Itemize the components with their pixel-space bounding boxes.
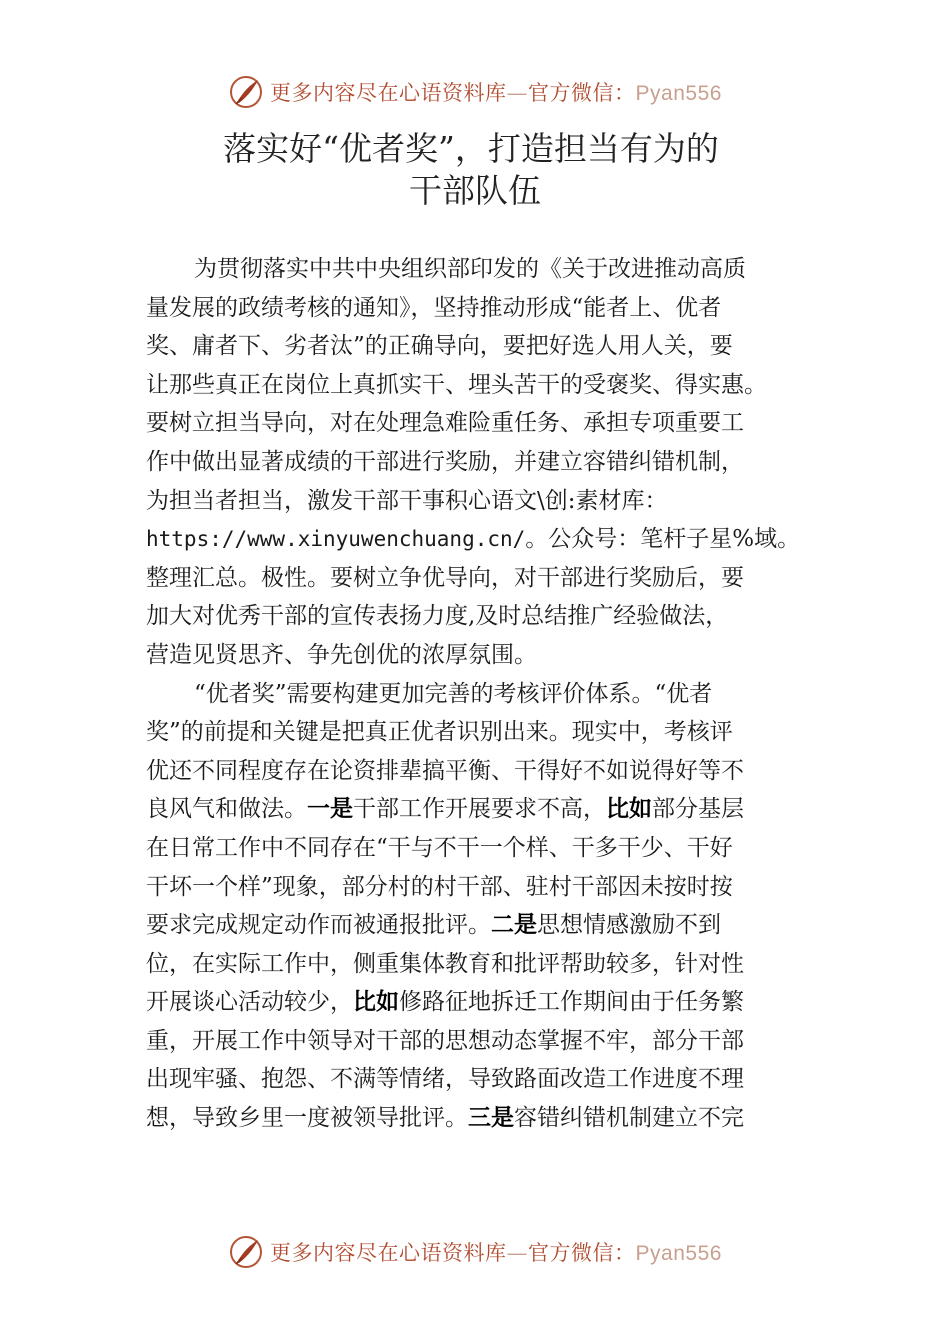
line-text: 修路征地拆迁工作期间由于任务繁	[399, 989, 744, 1016]
line-text: 开展谈心活动较少，	[146, 989, 353, 1016]
line-text: 在日常工作中不同存在“干与不干一个样、干多干少、干好	[146, 834, 733, 861]
line-text: 部分基层	[652, 796, 744, 823]
body-line	[146, 327, 936, 366]
body-line	[146, 868, 936, 907]
line-text: 优还不同程度存在论资排辈搞平衡、干得好不如说得好等不	[146, 757, 744, 784]
quill-logo-icon	[228, 1234, 264, 1270]
footer-watermark	[0, 1232, 950, 1272]
line-text: 让那些真正在岗位上真抓实干、埋头苦干的受褒奖、得实惠。	[146, 371, 767, 398]
quill-logo-icon	[228, 74, 264, 110]
body-line	[146, 790, 936, 829]
emphasis-text: 二是	[491, 912, 537, 939]
line-text: 量发展的政绩考核的通知》，坚持推动形成“能者上、优者	[146, 294, 722, 321]
body-line	[146, 559, 936, 598]
header-watermark	[0, 72, 950, 112]
body-line	[146, 404, 936, 443]
body-line	[146, 597, 936, 636]
body-line	[146, 906, 936, 945]
body-line	[146, 1022, 936, 1061]
line-text: 重，开展工作中领导对干部的思想动态掌握不牢，部分干部	[146, 1027, 744, 1054]
line-text: 想，导致乡里一度被领导批评。	[146, 1105, 468, 1132]
line-text: 奖”的前提和关键是把真正优者识别出来。现实中，考核评	[146, 719, 733, 746]
body-line	[146, 636, 936, 675]
body-line	[146, 1060, 936, 1099]
body-line	[146, 983, 936, 1022]
line-text: 作中做出显著成绩的干部进行奖励，并建立容错纠错机制，	[146, 448, 744, 475]
line-text: 干坏一个样”现象，部分村的村干部、驻村干部因未按时按	[146, 873, 733, 900]
emphasis-text: 三是	[468, 1105, 514, 1132]
url-text: https://www.xinyuwenchuang.cn/	[146, 527, 526, 552]
document-body	[146, 250, 936, 1138]
emphasis-text: 比如	[606, 796, 652, 823]
body-line	[146, 366, 936, 405]
line-text: 奖、庸者下、劣者汰”的正确导向，要把好选人用人关，要	[146, 333, 733, 360]
document-title	[0, 128, 950, 212]
line-text: 为贯彻落实中共中央组织部印发的《关于改进推动高质	[194, 256, 746, 282]
title-line-1: 落实好“优者奖”，打造担当有为的	[223, 129, 719, 168]
body-line	[146, 829, 936, 868]
emphasis-text: 一是	[307, 796, 353, 823]
line-text: 营造见贤思齐、争先创优的浓厚氛围。	[146, 641, 537, 668]
line-text: 干部工作开展要求不高，	[353, 796, 606, 823]
body-line	[146, 482, 936, 521]
watermark-text: 更多内容尽在心语资料库—官方微信：Pyan556	[270, 81, 722, 105]
body-line	[146, 945, 936, 984]
body-line	[146, 1099, 936, 1138]
emphasis-text: 比如	[353, 989, 399, 1016]
line-text: 位，在实际工作中，侧重集体教育和批评帮助较多，针对性	[146, 950, 744, 977]
title-line-2: 干部队伍	[409, 171, 541, 210]
line-text: 容错纠错机制建立不完	[514, 1105, 744, 1132]
line-text: “优者奖”需要构建更加完善的考核评价体系。“优者	[194, 680, 713, 707]
line-text: 良风气和做法。	[146, 796, 307, 823]
line-text: 出现牢骚、抱怨、不满等情绪，导致路面改造工作进度不理	[146, 1066, 744, 1093]
body-line	[146, 675, 936, 714]
watermark-text: 更多内容尽在心语资料库—官方微信：Pyan556	[270, 1241, 722, 1265]
line-text: 思想情感激励不到	[537, 912, 721, 939]
body-line	[146, 713, 936, 752]
line-text: 为担当者担当，激发干部干事积心语文\创:素材库：	[146, 487, 668, 514]
body-line	[146, 752, 936, 791]
body-line	[146, 250, 936, 289]
body-line	[146, 520, 936, 559]
line-text: 要求完成规定动作而被通报批评。	[146, 912, 491, 939]
line-text: 。公众号：笔杆子星%域。	[525, 526, 801, 553]
line-text: 要树立担当导向，对在处理急难险重任务、承担专项重要工	[146, 410, 744, 437]
body-line	[146, 443, 936, 482]
line-text: 加大对优秀干部的宣传表扬力度,及时总结推广经验做法，	[146, 603, 729, 630]
body-line	[146, 289, 936, 328]
line-text: 整理汇总。极性。要树立争优导向，对干部进行奖励后，要	[146, 564, 744, 591]
